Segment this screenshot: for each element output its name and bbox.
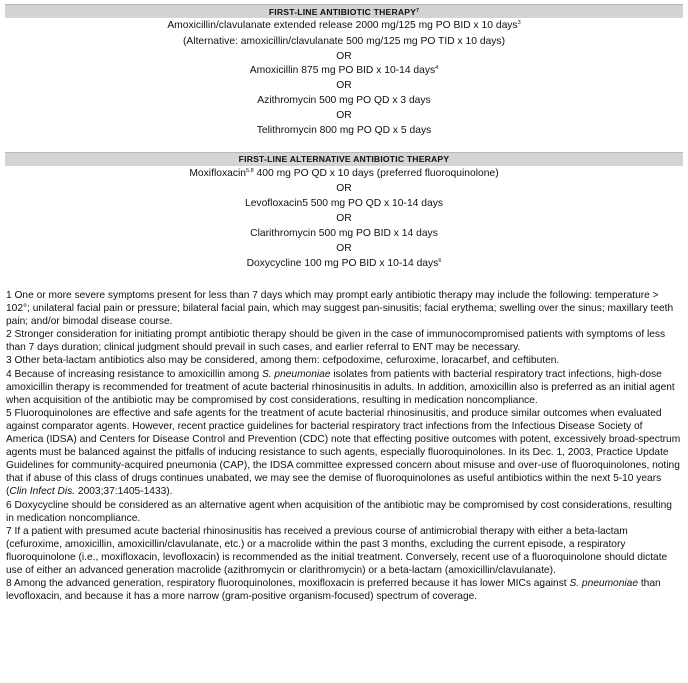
alternative-item: Moxifloxacin$^{5,8}$ 400 mg PO QD x 10 days (preferred fluoroquinolone) bbox=[189, 168, 499, 179]
footnote-1: 1 One or more severe symptoms present for less than 7 days which may prompt early antibiotic therapy may include the following: temperature > 102°; unilateral facial pain or pressure; bilateral facial pain, which may suggest pan-sinusitis; facial erythema; swelling over the sinus; maxillary teeth pain; and/or bimodal disease course. bbox=[6, 290, 674, 328]
alternative-header-text: FIRST-LINE ALTERNATIVE ANTIBIOTIC THERAPY bbox=[238, 154, 450, 164]
footnote-6: 6 Doxycycline should be considered as an alternative agent when acquisition of the antibiotic may be compromised by cost considerations, resulting in medication noncompliance. bbox=[6, 499, 672, 524]
or-separator: OR bbox=[336, 243, 352, 254]
footnote-4: 4 Because of increasing resistance to amoxicillin among S. pneumoniae isolates from patients with bacterial respiratory tract infections, high-dose amoxicillin therapy is recommended for treatment of acute bacterial rhinosinusitis in adults. In addition, amoxicillin also is preferred as an initial agent when acquisition of the antibiotic may be compromised by cost considerations, resulting in medication noncompliance. bbox=[6, 368, 675, 406]
first-line-header bbox=[5, 4, 683, 18]
footnote-3: 3 Other beta-lactam antibiotics also may be considered, among them: cefpodoxime, cefuroxime, loracarbef, and ceftibuten. bbox=[6, 355, 560, 367]
first-line-item: Amoxicillin 875 mg PO BID x 10-14 days$^4$ bbox=[249, 65, 439, 76]
or-separator: OR bbox=[336, 213, 352, 224]
or-separator: OR bbox=[336, 183, 352, 194]
alternative-item: Levofloxacin5 500 mg PO QD x 10-14 days bbox=[244, 198, 444, 209]
or-separator: OR bbox=[336, 51, 352, 62]
footnotes bbox=[6, 289, 682, 603]
alternative-item: Doxycycline 100 mg PO BID x 10-14 days$^6$ bbox=[246, 258, 442, 269]
first-line-item: (Alternative: amoxicillin/clavulanate 500 mg/125 mg PO TID x 10 days) bbox=[182, 36, 506, 47]
footnote-5: 5 Fluoroquinolones are effective and safe agents for the treatment of acute bacterial rhinosinusitis, and produce similar outcomes when evaluated against comparator agents. However, recent practice guidelines for bacterial respiratory tract infections from the Infectious Disease Society of America (IDSA) and Centers for Disease Control and Prevention (CDC) note that effecting positive outcomes with potent, excessively broad-spectrum agents must be balanced against the pitfalls of inducing resistance to such agents, especially fluoroquinolones. In its Dec. 1, 2003, Practice Update Guidelines for community-acquired pneumonia (CAP), the IDSA committee expressed concern about misuse and over-use of fluoroquinolones, noting that if abuse of this class of drugs continues unabated, we may see the demise of fluoroquinolones as useful antibiotics within the next 5-10 years (Clin Infect Dis. 2003;37:1405-1433). bbox=[6, 407, 681, 498]
footnote-2: 2 Stronger consideration for initiating prompt antibiotic therapy should be given in the case of immunocompromised patients with symptoms of less than 7 days duration; clinical judgment should prevail in such cases, and earlier referral to ENT may be necessary. bbox=[6, 329, 666, 354]
alternative-header bbox=[5, 152, 683, 166]
first-line-header-text: FIRST-LINE ANTIBIOTIC THERAPY bbox=[268, 7, 417, 17]
first-line-item: Azithromycin 500 mg PO QD x 3 days bbox=[257, 95, 431, 106]
or-separator: OR bbox=[336, 80, 352, 91]
first-line-header-ref: 7 bbox=[416, 8, 420, 14]
alternative-item: Clarithromycin 500 mg PO BID x 14 days bbox=[250, 228, 438, 239]
footnote-8: 8 Among the advanced generation, respiratory fluoroquinolones, moxifloxacin is preferred because it has lower MICs against S. pneumoniae than levofloxacin, and because it has a more narrow (gram-positive organism-focused) spectrum of coverage. bbox=[6, 578, 661, 603]
first-line-item: Amoxicillin/clavulanate extended release 2000 mg/125 mg PO BID x 10 days$^3$ bbox=[167, 20, 521, 31]
first-line-item: Telithromycin 800 mg PO QD x 5 days bbox=[256, 125, 432, 136]
footnote-7: 7 If a patient with presumed acute bacterial rhinosinusitis has received a previous course of antimicrobial therapy with either a beta-lactam (cefuroxime, amoxicillin, amoxicillin/clavulanate, etc.) or a macrolide within the past 3 months, excluding the current episode, a respiratory fluoroquinolone (i.e., moxifloxacin, levofloxacin) is recommended as the initial treatment. Conversely, recent use of a fluoroquinolone should dictate use of either an advanced generation macrolide (azithromycin or clarithromycin) or a beta-lactam (amoxicillin/clavulanate). bbox=[6, 525, 668, 576]
or-separator: OR bbox=[336, 110, 352, 121]
